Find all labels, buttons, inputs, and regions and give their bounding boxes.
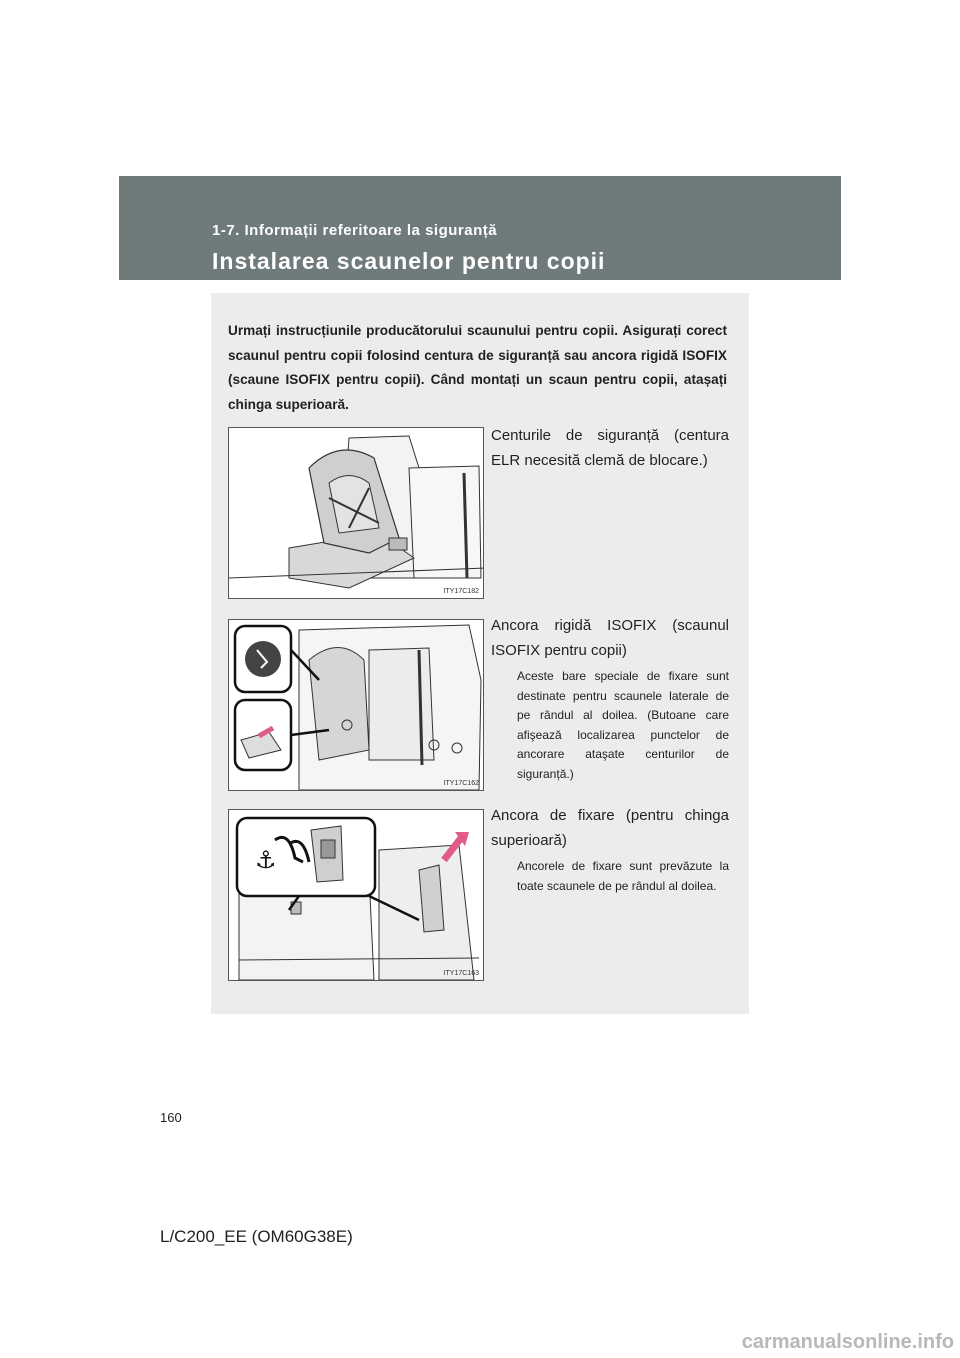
figure-tether-anchor [228,809,484,981]
figure-code: ITY17C163 [443,970,479,977]
tether-anchor-illustration [229,810,484,981]
figure-seat-belt [228,427,484,599]
item-body-isofix: Aceste bare speciale de fixare sunt destinate pentru scaunele laterale de pe rândul al doilea. (Butoane care afişează localizarea punctelor de ancorare ataşate centurilor de siguranță.) [517,669,729,781]
item-body-tether-anchor: Ancorele de fixare sunt prevăzute la toate scaunele de pe rândul al doilea. [517,859,729,893]
page-number: 160 [160,1110,182,1125]
section-label: 1-7. Informații referitoare la siguranță [212,222,498,239]
item-title-isofix: Ancora rigidă ISOFIX (scaunul ISOFIX pentru copii) [491,617,729,659]
figure-code: ITY17C162 [443,780,479,787]
figure-isofix [228,619,484,791]
page-title: Instalarea scaunelor pentru copii [212,248,606,274]
watermark: carmanualsonline.info [741,1331,954,1353]
intro-text: Urmați instrucțiunile producătorului scaunului pentru copii. Asigurați corect scaunul pentru copii folosind centura de siguranță sau ancora rigidă ISOFIX (scaune ISOFIX pentru copii). Când montați un scaun pentru copii, atașați chinga superioară. [228,323,727,412]
figure-code: ITY17C182 [443,588,479,595]
item-title-seat-belt: Centurile de siguranță (centura ELR necesită clemă de blocare.) [491,427,729,469]
svg-text:⚓: ⚓ [255,846,277,874]
isofix-illustration [229,620,484,791]
child-seat-belt-illustration [229,428,484,599]
item-title-tether-anchor: Ancora de fixare (pentru chinga superioară) [491,807,729,849]
header-band [119,176,841,280]
document-code: L/C200_EE (OM60G38E) [160,1227,353,1246]
content-panel [211,293,749,1014]
